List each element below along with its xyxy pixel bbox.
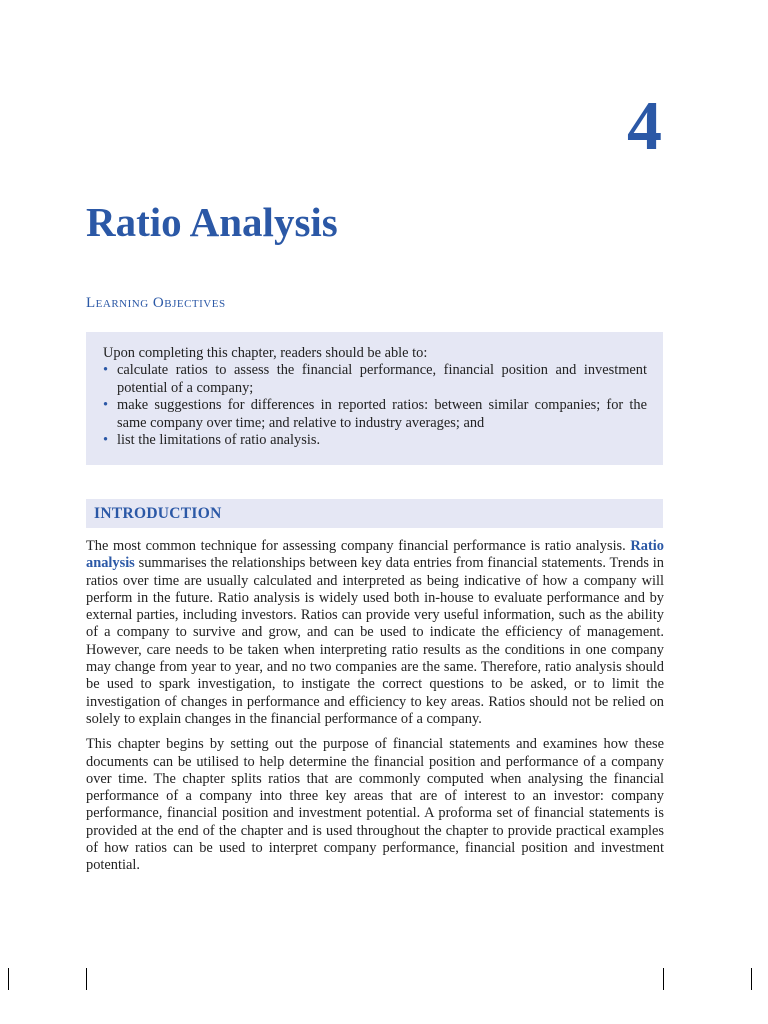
- objectives-intro: Upon completing this chapter, readers should be able to:: [103, 345, 428, 361]
- objective-item: • list the limitations of ratio analysis.: [103, 432, 647, 449]
- objective-item: • make suggestions for differences in reported ratios: between similar companies; for the same company over time; and relative to industry averages; and: [103, 397, 647, 432]
- learning-objectives-heading: Learning Objectives: [86, 295, 226, 311]
- crop-mark-right-inner: [663, 968, 664, 990]
- introduction-heading: INTRODUCTION: [94, 504, 222, 522]
- intro-paragraph-1: [86, 538, 664, 728]
- intro-paragraph-2: This chapter begins by setting out the purpose of financial statements and examines how these documents can be utilised to help determine the financial position and performance of a company over time. The chapter splits ratios that are commonly computed when analysing the financial performance of a company into three key areas that are of interest to an investor: company performance, financial position and investment potential. A proforma set of financial statements is provided at the end of the chapter and is used throughout the chapter to provide practical examples of how ratios can be used to interpret company performance, financial position and investment potential.: [86, 736, 664, 874]
- intro-paragraph-1-rest: summarises the relationships between key data entries from financial statements. Trends in ratios over time are usually calculated and interpreted as being indicative of how a company will perform in the future. Ratio analysis is widely used both in-house to evaluate performance and by external parties, including investors. Ratios can provide very useful information, such as the ability of a company to survive and grow, and can be used to indicate the efficiency of management. However, care needs to be taken when interpreting ratio results as the conditions in one company may change from year to year, and no two companies are the same. Therefore, ratio analysis should be used to spark investigation, to instigate the correct questions to be asked, or to limit the investigation of changes in performance and efficiency to key areas. Ratios should not be relied on solely to explain changes in the financial performance of a company.: [86, 555, 664, 727]
- objective-item: • calculate ratios to assess the financial performance, financial position and investment potential of a company;: [103, 362, 647, 397]
- objectives-list: [103, 362, 647, 449]
- crop-mark-left: [8, 968, 9, 990]
- crop-mark-right: [751, 968, 752, 990]
- intro-lead-sentence: The most common technique for assessing company financial performance is ratio analysis.: [86, 538, 626, 554]
- introduction-body: [86, 538, 664, 883]
- chapter-title: Ratio Analysis: [86, 199, 338, 245]
- chapter-number: 4: [627, 88, 662, 165]
- key-term-ratio-analysis: Ratio analysis: [86, 538, 664, 572]
- crop-mark-left-inner: [86, 968, 87, 990]
- learning-objectives-box: [86, 332, 663, 465]
- introduction-heading-bar: [86, 499, 663, 528]
